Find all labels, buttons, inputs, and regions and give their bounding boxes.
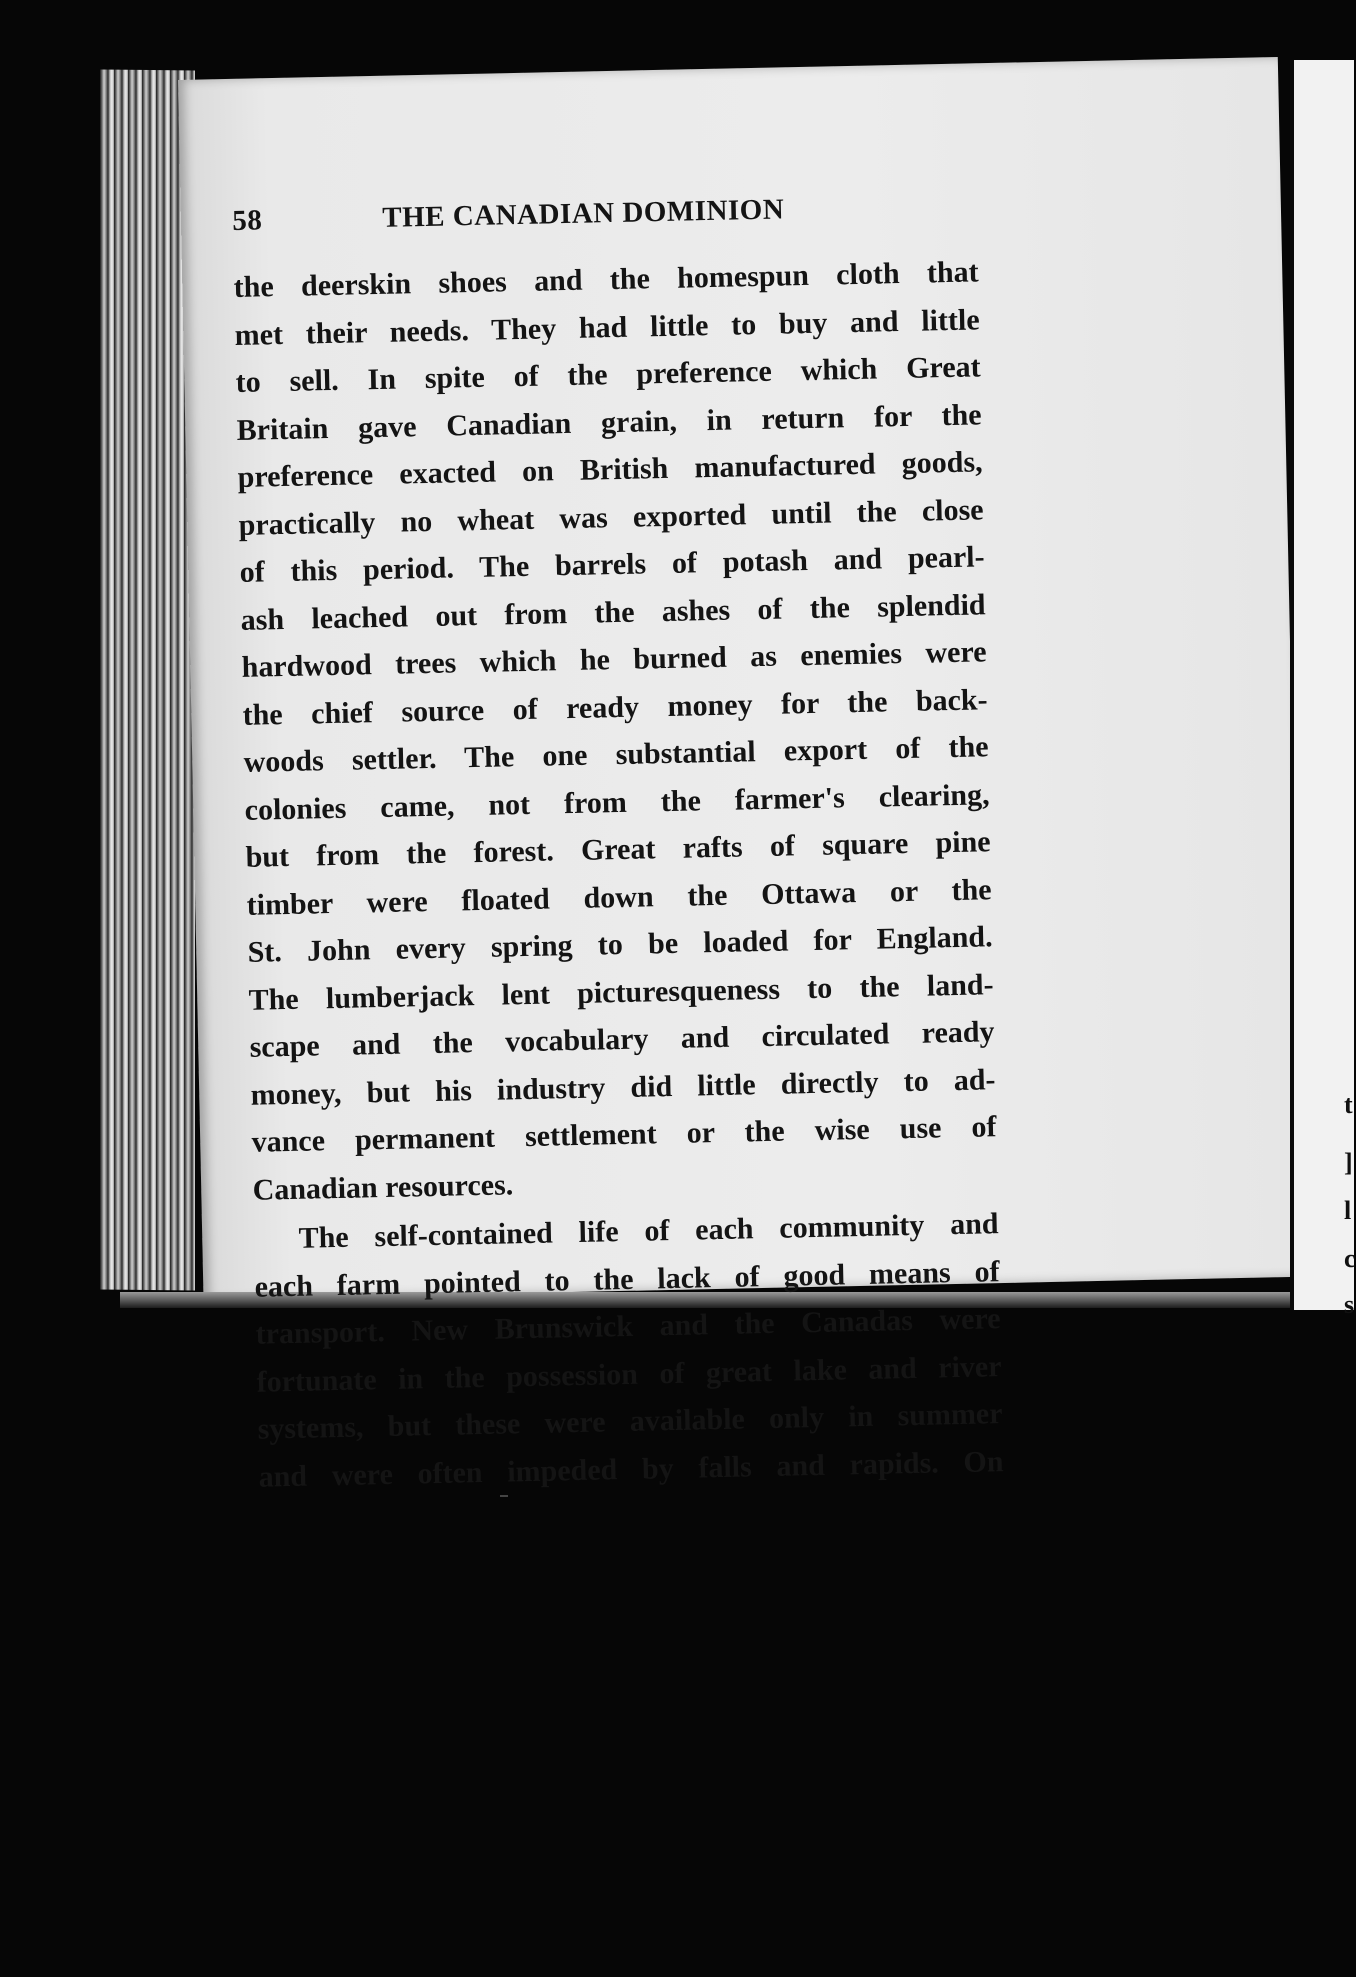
text-line: timber were floated down the Ottawa or the	[246, 872, 992, 922]
text-line: colonies came, not from the farmer's clearing,	[244, 777, 990, 827]
text-line: money, but his industry did little directly to ad-	[250, 1062, 996, 1112]
text-line: preference exacted on British manufactured goods,	[237, 445, 983, 494]
text-line: woods settler. The one substantial export of the	[243, 730, 989, 779]
text-line: The self-contained life of each community and	[298, 1207, 999, 1255]
text-line: Canadian resources.	[252, 1167, 514, 1207]
paragraph-1	[233, 248, 997, 1213]
text-line: scape and the vocabulary and circulated ready	[249, 1015, 995, 1064]
text-line: systems, but these were available only in summer	[257, 1397, 1003, 1446]
paragraph-2	[253, 1200, 1004, 1500]
text-line: each farm pointed to the lack of good means of	[254, 1254, 1000, 1304]
running-title: THE CANADIAN DOMINION	[381, 193, 785, 234]
text-line: met their needs. They had little to buy and little	[234, 302, 980, 352]
text-line: but from the forest. Great rafts of square pine	[245, 825, 991, 874]
text-line: The lumberjack lent picturesqueness to the land-	[248, 967, 994, 1017]
facing-page-fragment: s	[1344, 1290, 1355, 1319]
text-line: transport. New Brunswick and the Canadas were	[255, 1302, 1001, 1351]
text-line: to sell. In spite of the preference which Great	[235, 350, 981, 399]
text-line: Britain gave Canadian grain, in return for the	[236, 397, 982, 447]
text-line: the deerskin shoes and the homespun cloth that	[233, 255, 979, 304]
text-line: of this period. The barrels of potash and pearl-	[239, 540, 985, 589]
text-line: and were often impeded by falls and rapids. On	[258, 1444, 1004, 1494]
text-line: fortunate in the possession of great lake and river	[256, 1349, 1002, 1399]
text-line: ash leached out from the ashes of the splendid	[240, 587, 986, 637]
text-line: vance permanent settlement or the wise use of	[251, 1110, 997, 1159]
text-line: the chief source of ready money for the back-	[242, 682, 988, 732]
text-line: St. John every spring to be loaded for England.	[247, 920, 993, 969]
facing-page-fragment: c	[1344, 1244, 1356, 1273]
facing-page-fragment: l	[1344, 1196, 1352, 1225]
text-line: practically no wheat was exported until the close	[238, 492, 984, 542]
page-number: 58	[232, 204, 263, 237]
facing-page-fragment: t	[1344, 1090, 1353, 1119]
facing-page-fragment: ]	[1344, 1148, 1353, 1177]
facing-page-strip	[1290, 60, 1356, 1319]
text-line: hardwood trees which he burned as enemies were	[241, 635, 987, 684]
page-mark	[500, 1495, 508, 1497]
page-text-block	[232, 190, 1004, 1501]
